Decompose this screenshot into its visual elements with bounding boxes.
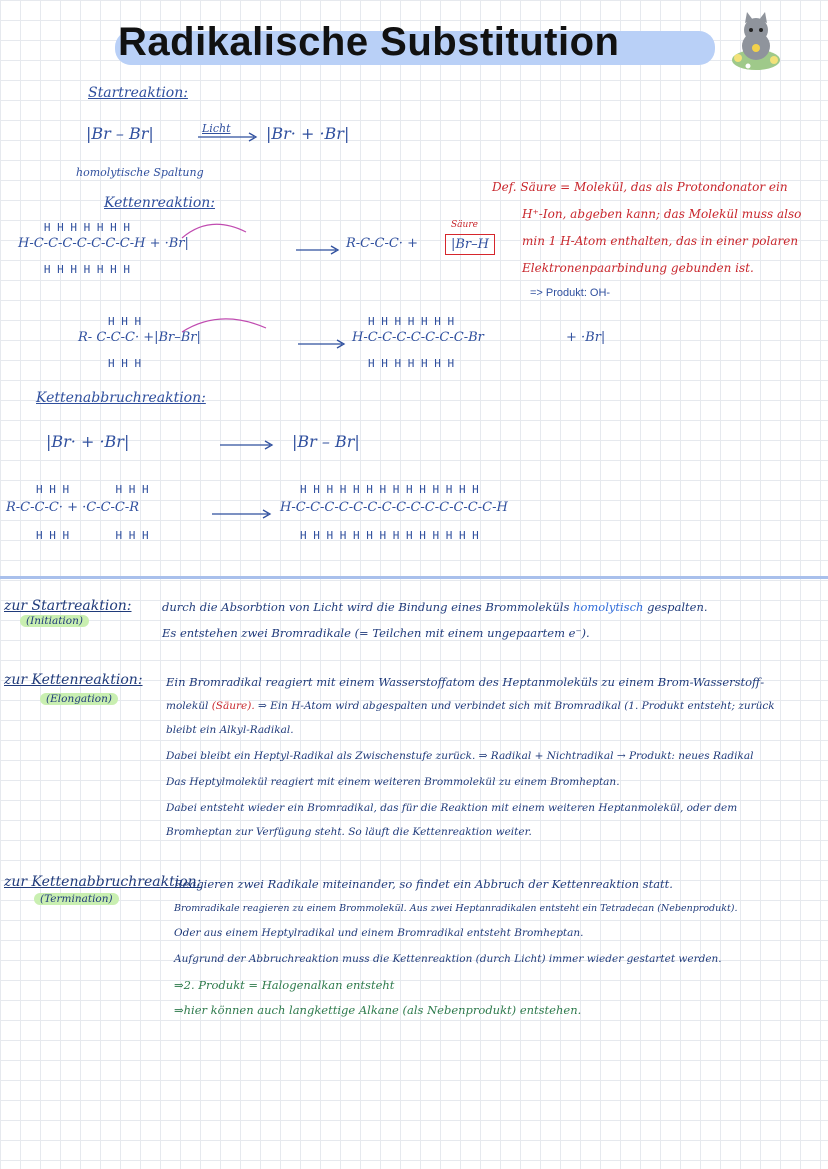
acid-inline: (Säure).: [211, 700, 255, 712]
section-divider: [0, 576, 828, 579]
def-line-2: H⁺-Ion, abgeben kann; das Molekül muss also: [522, 207, 802, 221]
homolytic-highlight: homolytisch: [573, 600, 644, 614]
page-title: Radikalische Substitution: [118, 20, 620, 64]
h-row-bottom: H H H H H H H: [24, 263, 130, 276]
elongation-tag: (Elongation): [40, 693, 118, 705]
chain-heading: Kettenreaktion:: [104, 195, 215, 211]
explain-term-l6: ⇒hier können auch langkettige Alkane (als Nebenprodukt) entstehen.: [174, 1003, 582, 1017]
explain-chain-l5: Das Heptylmolekül reagiert mit einem weiteren Brommolekül zu einem Bromheptan.: [166, 776, 620, 788]
light-label: Licht: [202, 122, 231, 135]
explain-term-l1: Reagieren zwei Radikale miteinander, so findet ein Abbruch der Kettenreaktion statt.: [174, 877, 673, 891]
chain-r2-right: H-C-C-C-C-C-C-C-Br: [352, 330, 484, 345]
explain-start-heading: zur Startreaktion:: [4, 598, 132, 614]
explain-chain-l7: Bromheptan zur Verfügung steht. So läuft die Kettenreaktion weiter.: [166, 826, 532, 838]
term-r1-left: |Br· + ·Br|: [46, 432, 130, 451]
start-left: |Br – Br|: [86, 124, 154, 143]
termination-tag: (Termination): [34, 893, 119, 905]
explain-start-l1-text: durch die Absorbtion von Licht wird die Bindung eines Brommoleküls: [162, 600, 570, 614]
explain-term-l2: Bromradikale reagieren zu einem Brommolekül. Aus zwei Heptanradikalen entsteht ein Tetradecan (Nebenprodukt).: [174, 903, 738, 914]
h-row-t2-bottom: H H H H H H: [36, 529, 149, 542]
chain-r1-right: R-C-C-C· +: [346, 236, 418, 251]
term-arrow-2-icon: [212, 509, 274, 519]
termination-heading: Kettenabbruchreaktion:: [36, 390, 206, 406]
explain-start-l1: [162, 600, 708, 614]
def-line-4: Elektronenpaarbindung gebunden ist.: [522, 261, 754, 275]
explain-start-l2: Es entstehen zwei Bromradikale (= Teilchen mit einem ungepaartem e⁻).: [162, 626, 590, 640]
term-r1-right: |Br – Br|: [292, 432, 360, 451]
cat-sticker-icon: [728, 8, 784, 72]
term-arrow-icon: [220, 440, 276, 450]
h-row-t3-bottom: H H H H H H H H H H H H H H: [300, 529, 479, 542]
def-line-1: Def. Säure = Molekül, das als Protondonator ein: [492, 180, 788, 194]
electron-arrow-icon: [180, 218, 250, 240]
h-row-r2b-bottom: H H H H H H H: [368, 357, 455, 370]
chain-arrow-icon: [296, 245, 342, 255]
chain-arrow-2-icon: [298, 339, 348, 349]
term-r2-left: R-C-C-C· + ·C-C-C-R: [6, 500, 140, 515]
homolytic-note: homolytische Spaltung: [76, 166, 204, 179]
h-row-r2-bottom: H H H: [108, 357, 142, 370]
explain-term-heading: zur Kettenabbruchreaktion:: [4, 874, 202, 890]
start-heading: Startreaktion:: [88, 85, 188, 101]
h-row-r2b-top: H H H H H H H: [368, 315, 455, 328]
explain-chain-l2: [166, 700, 775, 712]
h-row-t2-top: H H H H H H: [36, 483, 149, 496]
electron-arrow-2-icon: [180, 312, 270, 334]
def-product: => Produkt: OH-: [530, 287, 611, 299]
h-row-top: H H H H H H H: [24, 221, 130, 234]
def-line-3: min 1 H-Atom enthalten, das in einer polaren: [522, 234, 799, 248]
initiation-tag: (Initiation): [20, 615, 89, 627]
h-row-r2-top: H H H: [108, 315, 142, 328]
explain-chain-l2c: ⇒ Ein H-Atom wird abgespalten und verbindet sich mit Bromradikal (1. Produkt entsteht; zurück: [258, 700, 775, 712]
explain-term-l3: Oder aus einem Heptylradikal und einem Bromradikal entsteht Bromheptan.: [174, 927, 584, 939]
explain-chain-l2a: molekül: [166, 700, 209, 712]
explain-term-l5: ⇒2. Produkt = Halogenalkan entsteht: [174, 978, 395, 992]
explain-chain-l1: Ein Bromradikal reagiert mit einem Wasserstoffatom des Heptanmoleküls zu einem Brom-Wasserstoff-: [166, 675, 765, 689]
explain-chain-heading: zur Kettenreaktion:: [4, 672, 143, 688]
hbr-box: |Br–H: [445, 234, 495, 255]
start-products: |Br· + ·Br|: [266, 124, 350, 143]
chain-r2-left: R- C-C-C· +|Br–Br|: [78, 330, 201, 345]
reaction-arrow-icon: [198, 132, 260, 142]
explain-chain-l3: bleibt ein Alkyl-Radikal.: [166, 724, 294, 736]
chain-r1-left: H-C-C-C-C-C-C-C-H + ·Br|: [18, 236, 189, 251]
term-r2-right: H-C-C-C-C-C-C-C-C-C-C-C-C-C-C-H: [280, 500, 508, 515]
explain-term-l4: Aufgrund der Abbruchreaktion muss die Kettenreaktion (durch Licht) immer wieder gestartet werden.: [174, 953, 722, 965]
h-row-t3-top: H H H H H H H H H H H H H H: [300, 483, 479, 496]
chain-r2-extra: + ·Br|: [566, 330, 606, 345]
explain-start-l1-end: gespalten.: [647, 600, 708, 614]
explain-chain-l6: Dabei entsteht wieder ein Bromradikal, das für die Reaktion mit einem weiteren Heptanmolekül, oder dem: [166, 802, 738, 814]
explain-chain-l4: Dabei bleibt ein Heptyl-Radikal als Zwischenstufe zurück. ⇒ Radikal + Nichtradikal → Produkt: neues Radikal: [166, 750, 754, 762]
acid-label: Säure: [451, 220, 478, 230]
